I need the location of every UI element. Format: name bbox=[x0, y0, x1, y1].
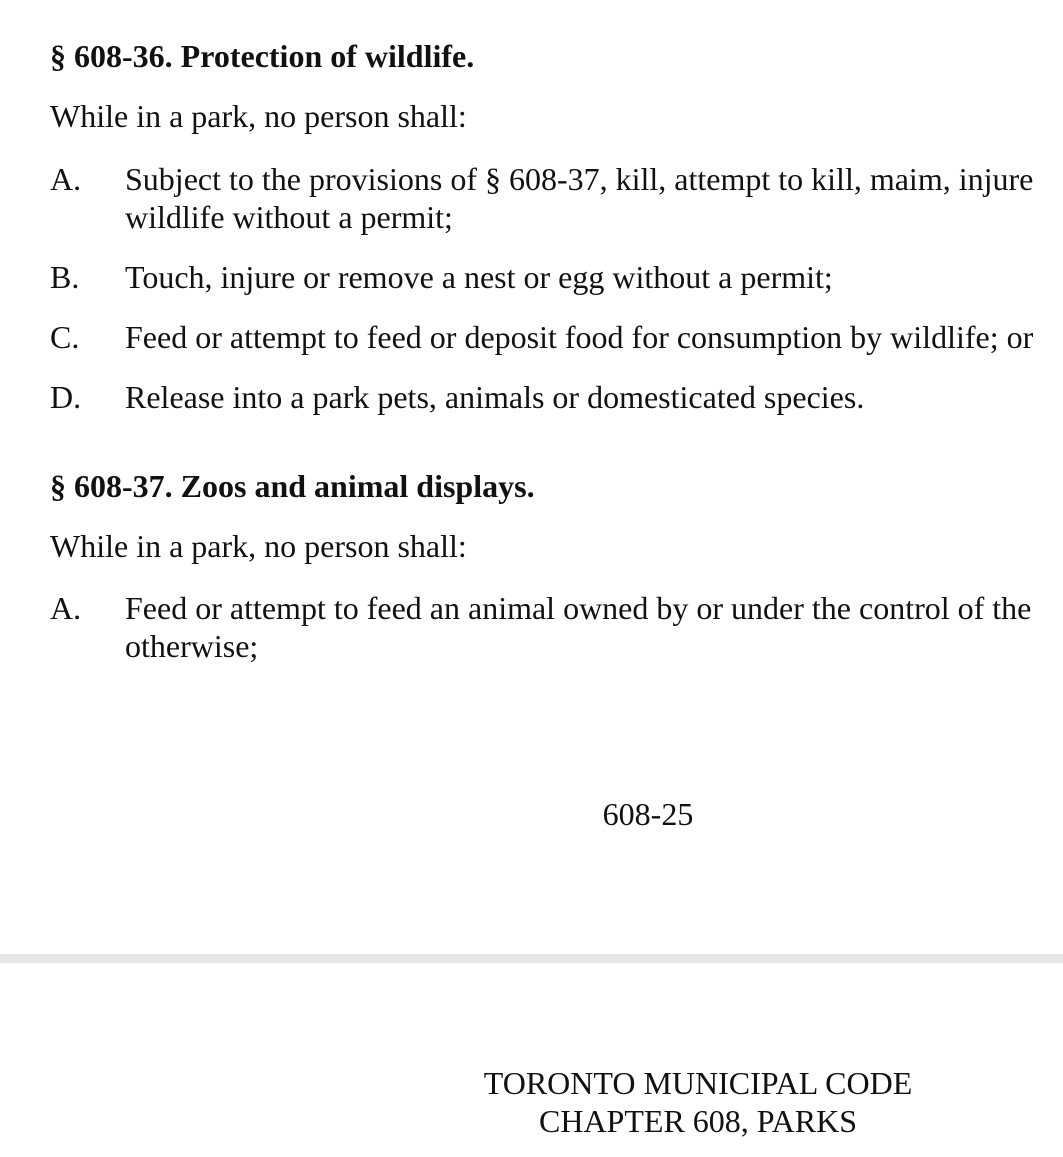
section-intro: While in a park, no person shall: bbox=[50, 98, 467, 134]
list-item-line: Feed or attempt to feed an animal owned by or under the control of the bbox=[125, 590, 1032, 626]
list-item-text bbox=[125, 589, 1031, 665]
list-item-text bbox=[125, 378, 864, 416]
list-item-text bbox=[125, 258, 833, 296]
list-item-letter: C. bbox=[50, 319, 80, 355]
page-number: 608-25 bbox=[602, 796, 694, 832]
list-item-letter: D. bbox=[50, 379, 82, 415]
list-item-text bbox=[125, 318, 1033, 356]
list-item-letter: B. bbox=[50, 259, 80, 295]
section-intro: While in a park, no person shall: bbox=[50, 528, 467, 564]
list-item-text bbox=[125, 160, 1033, 236]
page-separator bbox=[0, 954, 1063, 963]
list-item-line: Feed or attempt to feed or deposit food for consumption by wildlife; or bbox=[125, 319, 1034, 355]
list-item-line: wildlife without a permit; bbox=[125, 199, 453, 235]
page-header-title: TORONTO MUNICIPAL CODE bbox=[483, 1065, 913, 1101]
page-header-chapter: CHAPTER 608, PARKS bbox=[538, 1103, 857, 1139]
list-item-line: Release into a park pets, animals or domesticated species. bbox=[125, 379, 865, 415]
list-item-line: Touch, injure or remove a nest or egg without a permit; bbox=[125, 259, 833, 295]
list-item-line: otherwise; bbox=[125, 628, 259, 664]
list-item-line: Subject to the provisions of § 608-37, kill, attempt to kill, maim, injure bbox=[125, 161, 1034, 197]
page-header bbox=[0, 1064, 1063, 1140]
section-heading-608-36: § 608-36. Protection of wildlife. bbox=[50, 38, 475, 74]
list-item-letter: A. bbox=[50, 161, 82, 197]
document-page bbox=[0, 963, 1063, 1157]
section-heading-608-37: § 608-37. Zoos and animal displays. bbox=[50, 468, 535, 504]
list-item-letter: A. bbox=[50, 590, 82, 626]
